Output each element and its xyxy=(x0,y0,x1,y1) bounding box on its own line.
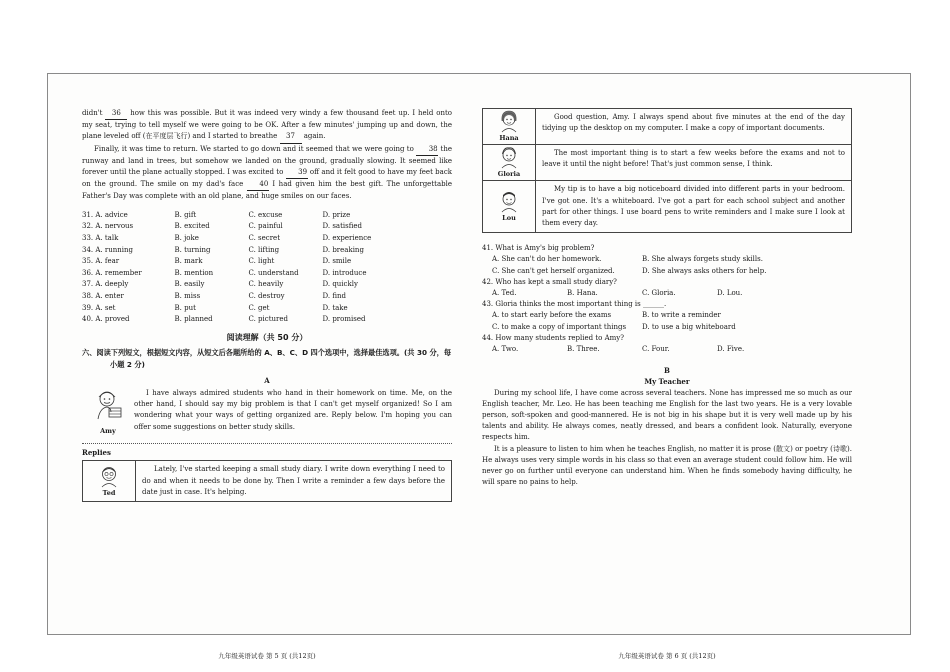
question-43: 43. Gloria thinks the most important thing is ______. xyxy=(482,300,667,309)
hana-avatar: Hana xyxy=(483,109,536,144)
reply-lou xyxy=(482,181,852,233)
girl-with-books-icon xyxy=(93,388,123,420)
hana-text: Good question, Amy. I always spend about five minutes at the end of the day tidying up the desktop on my computer. I make a copy of important documents. xyxy=(542,113,845,133)
passage-b-title: My Teacher xyxy=(644,377,690,387)
passage-b-label: B xyxy=(664,366,670,376)
option-row: 40. A. proved B. planned C. pictured D. promised xyxy=(82,315,366,324)
option-row: 31. A. advice B. gift C. excuse D. prize xyxy=(82,210,351,219)
option-row: 36. A. remember B. mention C. understand D. introduce xyxy=(82,268,367,277)
gloria-avatar: Gloria xyxy=(483,145,536,180)
amy-post xyxy=(82,388,452,437)
questions-list xyxy=(482,243,852,355)
passage-b-paragraph-1: During my school life, I have come across several teachers. None has impressed me so much as our English teacher, Mr. Leo. He has been teaching me English for the last two years. He is a very lovable person, soft-spoken and good-mannered. He is not big in his shape but it is very well made up by his talents and ability. He always comes, neatly dressed, and bears a confident look. Naturally, everyone respects him. xyxy=(482,388,852,442)
exam-sheet xyxy=(47,73,911,660)
replies-label: Replies xyxy=(82,448,111,458)
blank-37: 37 xyxy=(280,131,302,143)
passage-paragraph-2: Finally, it was time to return. We started to go down and it seemed that we were going to 38 the runway and land in trees, but somehow we landed on the ground, gradually slowing. It seemed like forever until the plane actually stopped. I was excited to 39 off and it felt good to have my feet back on the ground. The smile on my dad's face 40 I had given him the best gift. The unforgettable Father's Day was complete with an old plane, and huge smiles on our faces. xyxy=(82,144,452,201)
reply-gloria xyxy=(482,145,852,181)
page-footer-left: 九年级英语试卷 第 5 页 (共12页) xyxy=(218,651,316,660)
page-footer-right: 九年级英语试卷 第 6 页 (共12页) xyxy=(618,651,716,660)
page-5 xyxy=(82,108,452,668)
amy-avatar: Amy xyxy=(82,388,134,437)
boy-with-glasses-icon xyxy=(97,464,121,488)
question-44: 44. How many students replied to Amy? xyxy=(482,333,625,342)
gloria-text: The most important thing is to start a few weeks before the exams and not to leave it until the night before! That's just common sense, I think. xyxy=(542,149,845,169)
options-row: C. to make a copy of important things D. to use a big whiteboard xyxy=(492,322,736,331)
dotted-divider xyxy=(82,443,452,444)
options-row: A. Two. B. Three. C. Four. D. Five. xyxy=(492,345,745,354)
option-row: 38. A. enter B. miss C. destroy D. find xyxy=(82,291,346,300)
options-row: A. She can't do her homework. B. She always forgets study skills. xyxy=(492,255,763,264)
cloze-options-table xyxy=(82,210,452,326)
blank-40: 40 xyxy=(247,179,269,191)
lou-avatar: Lou xyxy=(483,181,536,232)
blank-38: 38 xyxy=(416,144,438,156)
options-row: C. She can't get herself organized. D. She always asks others for help. xyxy=(492,266,767,275)
option-row: 33. A. talk B. joke C. secret D. experience xyxy=(82,234,372,242)
reply-ted xyxy=(82,460,452,502)
options-row: A. to start early before the exams B. to write a reminder xyxy=(492,311,721,320)
section-instruction: 六、阅读下列短文，根据短文内容，从短文后各题所给的 A、B、C、D 四个选项中，选择最佳选项。(共 30 分，每小题 2 分) xyxy=(82,347,452,369)
page-6 xyxy=(482,108,852,668)
question-42: 42. Who has kept a small study diary? xyxy=(482,277,617,286)
option-row: 35. A. fear B. mark C. light D. smile xyxy=(82,257,352,266)
passage-b-paragraph-2: It is a pleasure to listen to him when he teaches English, no matter it is prose (散文) or poetry (诗歌). He always uses very simple words in his class so that even an average student could follow him. He will never go on further until everyone can understand him. When he finds somebody having difficulty, he will spare no pains to help. xyxy=(482,444,852,487)
blank-36: 36 xyxy=(105,108,127,120)
question-41: 41. What is Amy's big problem? xyxy=(482,244,595,253)
blank-39: 39 xyxy=(286,167,308,179)
reply-hana xyxy=(482,108,852,145)
option-row: 34. A. running B. turning C. lifting D. breaking xyxy=(82,245,364,254)
options-row: A. Ted. B. Hana. C. Gloria. D. Lou. xyxy=(492,289,743,298)
option-row: 37. A. deeply B. easily C. heavily D. quickly xyxy=(82,280,358,289)
boy-icon xyxy=(497,189,521,213)
girl-icon xyxy=(497,145,521,169)
ted-avatar: Ted xyxy=(83,461,136,501)
section-title: 阅读理解（共 50 分） xyxy=(226,332,308,342)
ted-text: Lately, I've started keeping a small study diary. I write down everything I need to do and when it needs to be done by. Then I write a reminder a few days before the date just in case. It's helping. xyxy=(142,465,445,496)
girl-icon xyxy=(497,109,521,133)
option-row: 39. A. set B. put C. get D. take xyxy=(82,303,348,312)
passage-a-label: A xyxy=(264,375,270,385)
passage-paragraph-1: didn't 36 how this was possible. But it was indeed very windy a few thousand feet up. I held onto my seat, trying to tell myself we were going to be OK. After a few minutes' jumping up and down, the plane leveled off (在平度层飞行) and I started to breathe 37 again. xyxy=(82,108,452,144)
amy-text: I have always admired students who hand in their homework on time. Me, on the other hand, I should say my big problem is that I can't get myself organized! So I am wondering what your ways of getting organized are. Reply below. I'm hoping you can offer some suggestions on better study skills. xyxy=(134,388,452,431)
lou-text: My tip is to have a big noticeboard divided into different parts in your bedroom. I've got one. It's a whiteboard. I've got a part for each school subject and another part for other things. I use board pens to write reminders and I make sure I look at them every day. xyxy=(542,185,845,228)
option-row: 32. A. nervous B. excited C. painful D. satisfied xyxy=(82,222,363,231)
